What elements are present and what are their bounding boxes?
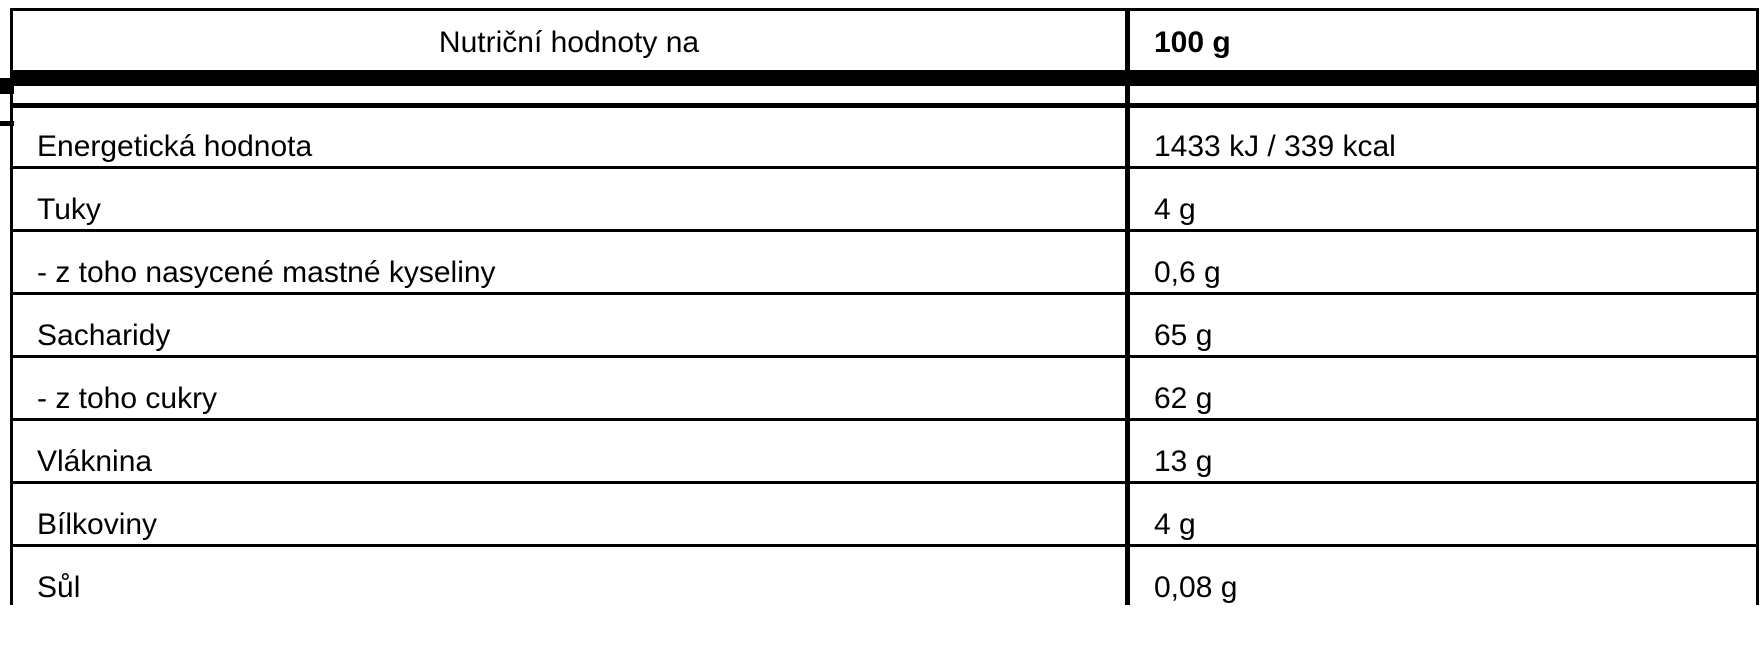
nutrient-value: 0,08 g — [1128, 546, 1758, 605]
table-row — [12, 106, 1758, 168]
nutrient-name: - z toho cukry — [12, 357, 1128, 420]
table-row — [12, 357, 1758, 420]
nutrient-value: 62 g — [1128, 357, 1758, 420]
nutrient-value: 4 g — [1128, 483, 1758, 546]
spacer-cell — [1128, 78, 1758, 106]
table-row — [12, 420, 1758, 483]
nutrient-name: Energetická hodnota — [12, 106, 1128, 168]
nutrient-name: Sacharidy — [12, 294, 1128, 357]
nutrient-value: 0,6 g — [1128, 231, 1758, 294]
nutrient-name: Sůl — [12, 546, 1128, 605]
nutrient-name: Tuky — [12, 168, 1128, 231]
nutrient-value: 13 g — [1128, 420, 1758, 483]
table-row — [12, 231, 1758, 294]
table-row — [12, 294, 1758, 357]
nutrient-value: 65 g — [1128, 294, 1758, 357]
header-amount: 100 g — [1128, 10, 1758, 78]
table-header-row — [12, 10, 1758, 78]
table-row — [12, 483, 1758, 546]
table-row — [12, 546, 1758, 605]
spacer-cell — [12, 78, 1128, 106]
table-row — [12, 168, 1758, 231]
nutrient-name: Vláknina — [12, 420, 1128, 483]
spacer-row — [12, 78, 1758, 106]
nutrition-table — [10, 8, 1759, 605]
nutrient-value: 4 g — [1128, 168, 1758, 231]
nutrient-name: Bílkoviny — [12, 483, 1128, 546]
header-label: Nutriční hodnoty na — [12, 10, 1128, 78]
nutrient-value: 1433 kJ / 339 kcal — [1128, 106, 1758, 168]
nutrient-name: - z toho nasycené mastné kyseliny — [12, 231, 1128, 294]
